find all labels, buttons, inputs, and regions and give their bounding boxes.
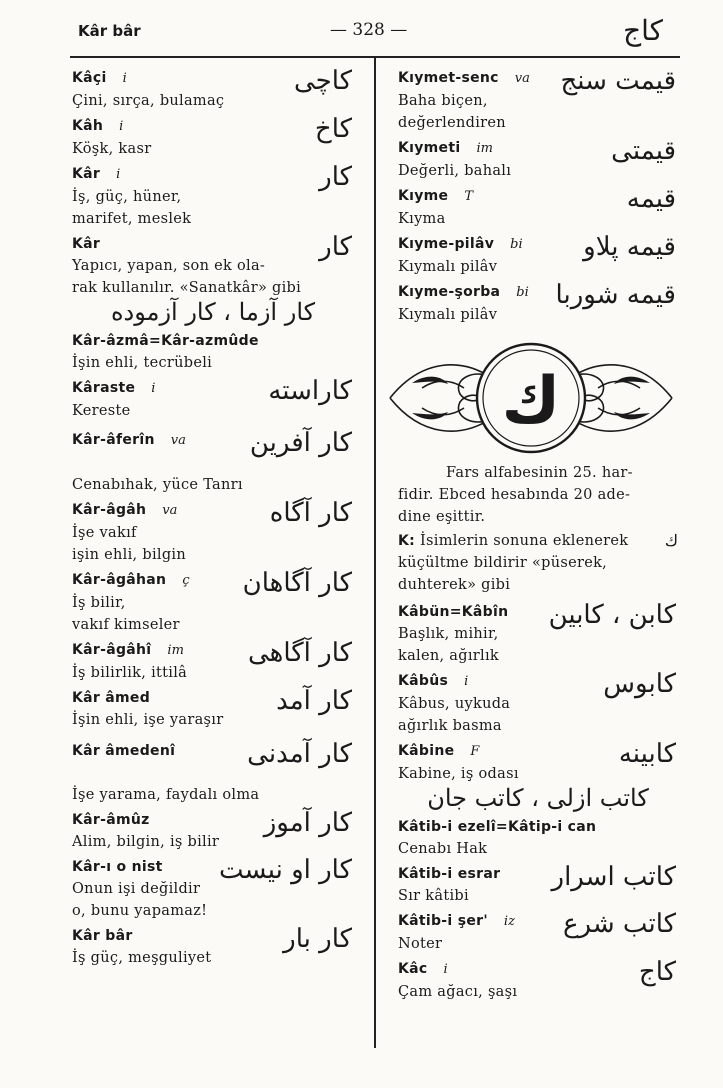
entry-definition: rak kullanılır. «Sanatkâr» gibi (72, 280, 302, 296)
entry-part-of-speech: i (464, 674, 469, 689)
entry-headword: Kâtib-i şer' (398, 913, 488, 929)
entry-headword: Kâr âmedenî (72, 743, 176, 759)
entry-definition: İş bilirlik, ittilâ (72, 665, 188, 681)
dictionary-entry (398, 957, 678, 1003)
entry-arabic: كاراسته (268, 376, 352, 406)
dictionary-entry (398, 669, 678, 737)
entry-headword: Kıyme (398, 188, 449, 204)
entry-definition: Baha biçen, (398, 93, 488, 109)
suffix-note-line: İsimlerin sonuna eklenerek (419, 533, 629, 549)
entry-definition: İşe vakıf (72, 525, 137, 541)
entry-arabic: كار آگاه (269, 498, 352, 528)
suffix-note-line: duhterek» gibi (398, 577, 511, 593)
entry-definition: Kıymalı pilâv (398, 307, 498, 323)
entry-arabic: كاتب شرع (563, 909, 676, 939)
entry-part-of-speech: va (170, 433, 186, 448)
running-head-arabic: كاج (623, 14, 663, 47)
entry-definition: Çini, sırça, bulamaç (72, 93, 225, 109)
dictionary-entry (72, 66, 354, 112)
right-column-top (398, 66, 678, 326)
dictionary-entry (398, 909, 678, 955)
entry-arabic: كار (319, 162, 352, 192)
entry-arabic: كار بار (283, 924, 352, 954)
entry-part-of-speech: ç (182, 573, 190, 588)
entry-part-of-speech: bi (516, 285, 529, 300)
right-column-bottom (398, 462, 678, 1003)
dictionary-entry (72, 114, 354, 160)
left-column (72, 66, 354, 969)
entry-headword: Kıyme-şorba (398, 284, 501, 300)
entry-arabic: كار (319, 232, 352, 262)
entry-headword: Kâtib-i esrar (398, 866, 501, 882)
entry-arabic: كار آموز (263, 808, 352, 838)
entry-arabic: كار آگاهان (242, 568, 352, 598)
entry-arabic: كار آفرين (249, 428, 352, 458)
dictionary-entry (398, 815, 678, 860)
entry-definition: Çam ağacı, şaşı (398, 984, 518, 1000)
entry-headword: Kıymeti (398, 140, 461, 156)
entry-definition: Başlık, mihir, (398, 626, 499, 642)
dictionary-entry (72, 638, 354, 684)
entry-definition: Onun işi değildir (72, 881, 201, 897)
dictionary-entry (72, 498, 354, 566)
entry-arabic: قيمتى (611, 136, 676, 166)
entry-definition: İş bilir, (72, 595, 126, 611)
entry-definition: Kâbus, uykuda (398, 696, 511, 712)
entry-part-of-speech: i (443, 962, 448, 977)
entry-part-of-speech: im (476, 141, 493, 156)
dictionary-entry (72, 376, 354, 422)
entry-headword: Kâh (72, 118, 104, 134)
entry-definition: Noter (398, 936, 443, 952)
suffix-headword: K: (398, 533, 416, 549)
entry-definition: ağırlık basma (398, 718, 502, 734)
page-header (0, 14, 723, 50)
dictionary-entry (72, 329, 354, 374)
dictionary-entry (398, 862, 678, 907)
dictionary-entry (72, 568, 354, 636)
entry-headword: Kıyme-pilâv (398, 236, 495, 252)
entry-definition: Yapıcı, yapan, son ek ola- (72, 258, 266, 274)
entry-headword: Kâtib-i ezelî=Kâtip-i can (398, 819, 597, 835)
entry-definition: Kıyma (398, 211, 446, 227)
entry-arabic: كابينه (618, 739, 676, 769)
dictionary-entry (398, 184, 678, 230)
ornament-letter: ك (501, 364, 561, 438)
entry-headword: Kâbün=Kâbîn (398, 604, 509, 620)
dictionary-entry (398, 66, 678, 134)
entry-headword: Kâbine (398, 743, 455, 759)
entry-headword: Kâbûs (398, 673, 449, 689)
dictionary-entry (72, 924, 354, 969)
entry-part-of-speech: i (119, 119, 124, 134)
dictionary-entry (398, 136, 678, 182)
right-bottom-entries (398, 600, 678, 1003)
entry-definition: Alim, bilgin, iş bilir (72, 834, 220, 850)
entry-part-of-speech: i (122, 71, 127, 86)
entry-headword: Kâc (398, 961, 428, 977)
alphabet-note (398, 462, 678, 528)
entry-definition: Kereste (72, 403, 131, 419)
alphabet-note-line: dine eşittir. (398, 509, 486, 525)
entry-headword: Kâr-âzmâ=Kâr-azmûde (72, 333, 259, 349)
entry-part-of-speech: i (116, 167, 121, 182)
entry-headword: Kâr-âgâhî (72, 642, 152, 658)
dictionary-entry (398, 739, 678, 812)
entry-part-of-speech: F (470, 744, 480, 759)
entry-definition: işin ehli, bilgin (72, 547, 186, 563)
entry-arabic: كار او نيست (219, 855, 352, 885)
entry-part-of-speech: bi (510, 237, 523, 252)
alphabet-note-line: fidir. Ebced hesabında 20 ade- (398, 487, 631, 503)
entry-headword: Kâr-ı o nist (72, 859, 163, 875)
entry-part-of-speech: iz (503, 914, 515, 929)
dictionary-entry (398, 600, 678, 667)
entry-part-of-speech: im (167, 643, 184, 658)
dictionary-entry (398, 232, 678, 278)
entry-definition: o, bunu yapamaz! (72, 903, 208, 919)
dictionary-entry (72, 808, 354, 853)
entry-arabic-line: كار آزما ، كار آزموده (110, 298, 316, 326)
entry-headword: Kâr-âgâh (72, 502, 147, 518)
entry-headword: Kâr-âgâhan (72, 572, 167, 588)
entry-definition: vakıf kimseler (72, 617, 180, 633)
entry-definition: İşin ehli, işe yaraşır (72, 712, 224, 728)
entry-part-of-speech: i (151, 381, 156, 396)
entry-headword: Kâr (72, 166, 101, 182)
entry-arabic: كاچى (293, 66, 352, 96)
entry-definition: Kıymalı pilâv (398, 259, 498, 275)
suffix-note-line: küçültme bildirir «püserek, (398, 555, 608, 571)
entry-arabic: قيمه (626, 184, 676, 214)
entry-definition: Sır kâtibi (398, 888, 469, 904)
entry-headword: Kâr bâr (72, 928, 133, 944)
entry-headword: Kâr (72, 236, 101, 252)
dictionary-entry (72, 855, 354, 922)
entry-definition: Cenabıhak, yüce Tanrı (72, 477, 243, 493)
dictionary-entry (72, 428, 354, 496)
entry-arabic: كاج (638, 957, 676, 987)
entry-part-of-speech: T (464, 189, 474, 204)
entry-headword: Kâraste (72, 380, 136, 396)
entry-definition: Cenabı Hak (398, 841, 488, 857)
alphabet-note-line: Fars alfabesinin 25. har- (446, 465, 633, 481)
entry-arabic: قيمه شوربا (555, 280, 676, 310)
entry-arabic: قيمه پلاو (583, 232, 676, 262)
dictionary-entry (72, 162, 354, 230)
entry-arabic-line: كاتب ازلى ، كاتب جان (427, 784, 649, 812)
entry-definition: İş güç, meşguliyet (72, 950, 212, 966)
entry-definition: İşe yarama, faydalı olma (72, 787, 260, 803)
entry-arabic: كابن ، كابين (548, 600, 676, 630)
entry-arabic: كابوس (603, 669, 676, 699)
dictionary-entry (72, 739, 354, 806)
entry-definition: İş, güç, hüner, (72, 189, 182, 205)
entry-arabic: كار آمدنى (247, 739, 352, 769)
entry-headword: Kıymet-senc (398, 70, 499, 86)
entry-part-of-speech: va (514, 71, 530, 86)
entry-part-of-speech: va (162, 503, 178, 518)
running-head-left: Kâr bâr (78, 22, 141, 40)
dictionary-entry (398, 280, 678, 326)
entry-definition: Köşk, kasr (72, 141, 152, 157)
entry-arabic: كاتب اسرار (551, 862, 676, 892)
column-divider (374, 58, 376, 1048)
entry-headword: Kâr-âferîn (72, 432, 155, 448)
entry-definition: İşin ehli, tecrübeli (72, 355, 213, 371)
suffix-arabic: ك (664, 531, 678, 550)
entry-headword: Kâr âmed (72, 690, 151, 706)
entry-headword: Kâçi (72, 70, 107, 86)
entry-arabic: كار آگاهى (247, 638, 352, 668)
entry-definition: Kabine, iş odası (398, 766, 519, 782)
entry-arabic: قيمت سنج (560, 66, 676, 96)
ornament-kef (382, 338, 680, 458)
entry-arabic: كار آمد (276, 686, 352, 716)
page-number: — 328 — (330, 20, 408, 40)
entry-arabic: كاخ (314, 114, 352, 144)
entry-definition: marifet, meslek (72, 211, 192, 227)
suffix-note (398, 530, 678, 596)
entry-headword: Kâr-âmûz (72, 812, 150, 828)
entry-definition: Değerli, bahalı (398, 163, 512, 179)
entry-definition: değerlendiren (398, 115, 506, 131)
entry-definition: kalen, ağırlık (398, 648, 499, 664)
dictionary-entry (72, 686, 354, 731)
dictionary-entry (72, 232, 354, 326)
